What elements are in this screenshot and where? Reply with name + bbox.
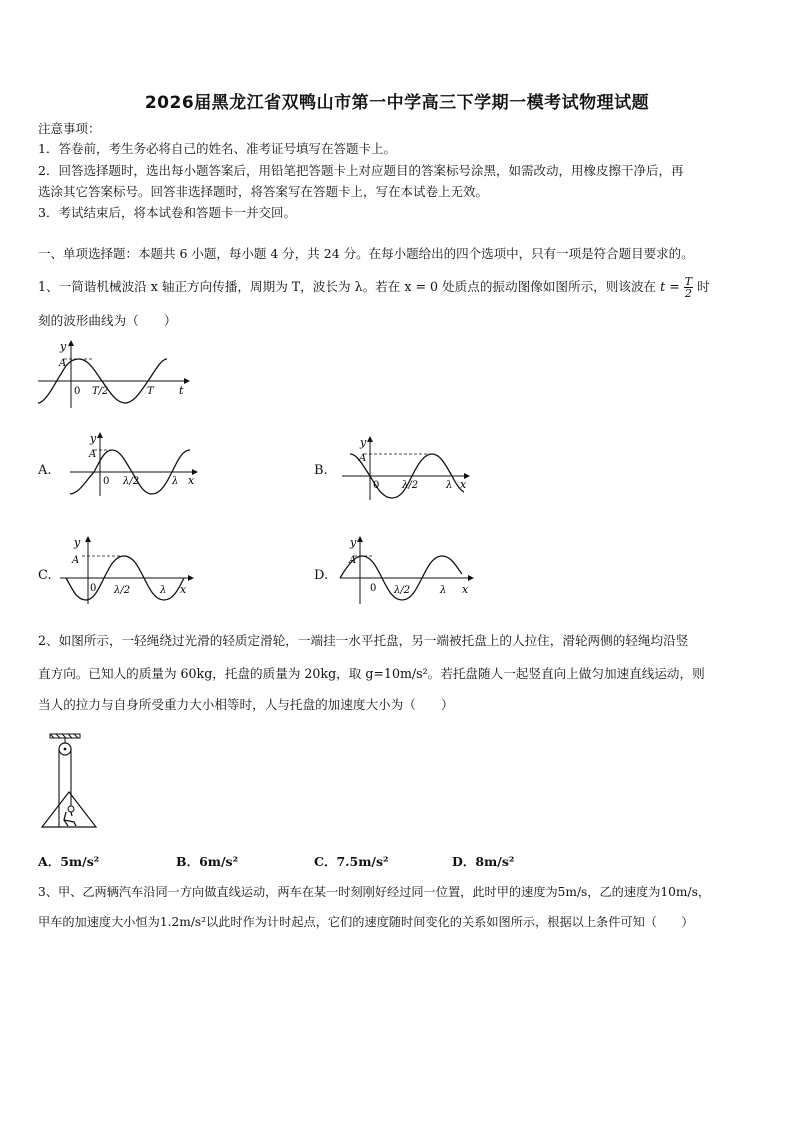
section-heading: 一、单项选择题：本题共 6 小题，每小题 4 分，共 24 分。在每小题给出的四个选项中，只有一项是符合题目要求的。 <box>38 246 694 261</box>
y-label: y <box>360 436 367 449</box>
page-title: 2026届黑龙江省双鸭山市第一中学高三下学期一模考试物理试题 <box>144 93 650 113</box>
half-wavelength-label: λ/2 <box>114 585 131 596</box>
x-label: x <box>188 474 195 487</box>
question-1-text <box>38 276 710 299</box>
question-2-line: 2、如图所示，一轻绳绕过光滑的轻质定滑轮，一端挂一水平托盘，另一端被托盘上的人拉住，滑轮两侧的轻绳均沿竖 <box>38 633 689 648</box>
half-period-label: T/2 <box>92 386 109 397</box>
option-b-label[interactable]: B. <box>314 463 328 478</box>
amplitude-label: A <box>359 453 367 464</box>
question-1-line2: 刻的波形曲线为（ ） <box>38 313 177 328</box>
vibration-graph <box>34 338 194 410</box>
question-1-part2: 时 <box>697 279 710 294</box>
wavelength-label: λ <box>440 585 447 596</box>
t-axis-arrow <box>184 378 190 384</box>
notice-item: 2．回答选择题时，选出每小题答案后，用铅笔把答题卡上对应题目的答案标号涂黑，如需改动，用橡皮擦干净后，再 <box>38 163 684 178</box>
origin-label: 0 <box>373 480 380 491</box>
origin-label: 0 <box>90 583 97 594</box>
question-2-line: 当人的拉力与自身所受重力大小相等时，人与托盘的加速度大小为（ ） <box>38 697 454 712</box>
question-1-part1: 1、一简谐机械波沿 x 轴正方向传播，周期为 T，波长为 λ。若在 x = 0 处质点的振动图像如图所示，则该波在 <box>38 279 657 294</box>
x-label: x <box>460 478 467 491</box>
t-label: t <box>179 384 184 397</box>
amplitude-label: A <box>89 449 97 460</box>
y-label: y <box>60 340 67 353</box>
amplitude-label: A <box>72 555 80 566</box>
amplitude-label: A <box>349 555 357 566</box>
question-2-line: 直方向。已知人的质量为 60kg，托盘的质量为 20kg，取 g=10m/s²。若托盘随人一起竖直向上做匀加速直线运动，则 <box>38 666 705 681</box>
person-head-icon <box>68 806 74 812</box>
option-a-graph[interactable] <box>66 430 206 498</box>
notice-item: 3．考试结束后，将本试卷和答题卡一并交回。 <box>38 205 296 220</box>
question-3-line: 甲车的加速度大小恒为1.2m/s²以此时作为计时起点，它们的速度随时间变化的关系如图所示，根据以上条件可知（ ） <box>38 915 694 929</box>
wavelength-label: λ <box>446 480 453 491</box>
notice-item: 1．答卷前，考生务必将自己的姓名、准考证号填写在答题卡上。 <box>38 141 396 156</box>
pulley-figure <box>36 730 108 834</box>
answer-c[interactable]: C．7.5m/s² <box>314 854 389 869</box>
option-d-label[interactable]: D. <box>314 568 329 583</box>
option-c-graph[interactable] <box>56 534 206 606</box>
period-label: T <box>147 386 154 397</box>
wavelength-label: λ <box>172 476 179 487</box>
answer-a[interactable]: A．5m/s² <box>38 854 100 869</box>
option-c-label[interactable]: C. <box>38 568 52 583</box>
notice-item: 选涂其它答案标号。回答非选择题时，将答案写在答题卡上，写在本试卷上无效。 <box>38 184 489 199</box>
wavelength-label: λ <box>160 585 167 596</box>
x-label: x <box>180 583 187 596</box>
half-wavelength-label: λ/2 <box>123 476 140 487</box>
question-1-t-eq: t = <box>660 279 680 294</box>
y-label: y <box>90 432 97 445</box>
question-3-line: 3、甲、乙两辆汽车沿同一方向做直线运动，两车在某一时刻刚好经过同一位置，此时甲的速度为5m/s，乙的速度为10m/s， <box>38 885 711 899</box>
notice-heading: 注意事项： <box>38 121 101 136</box>
half-wavelength-label: λ/2 <box>402 480 419 491</box>
origin-label: 0 <box>370 583 377 594</box>
question-1-fraction <box>684 276 693 299</box>
answer-b[interactable]: B．6m/s² <box>176 854 239 869</box>
option-a-label[interactable]: A. <box>38 463 52 478</box>
option-b-graph[interactable] <box>338 434 478 502</box>
origin-label: 0 <box>74 386 81 397</box>
y-axis-arrow <box>68 340 74 346</box>
half-wavelength-label: λ/2 <box>394 585 411 596</box>
y-label: y <box>350 536 357 549</box>
x-label: x <box>462 583 469 596</box>
person-icon <box>64 812 76 826</box>
amplitude-label: A <box>59 358 67 369</box>
origin-label: 0 <box>103 476 110 487</box>
y-label: y <box>74 536 81 549</box>
answer-d[interactable]: D．8m/s² <box>452 854 515 869</box>
fraction-denominator: 2 <box>684 287 692 300</box>
fraction-numerator: T <box>684 275 693 288</box>
option-d-graph[interactable] <box>336 534 486 606</box>
